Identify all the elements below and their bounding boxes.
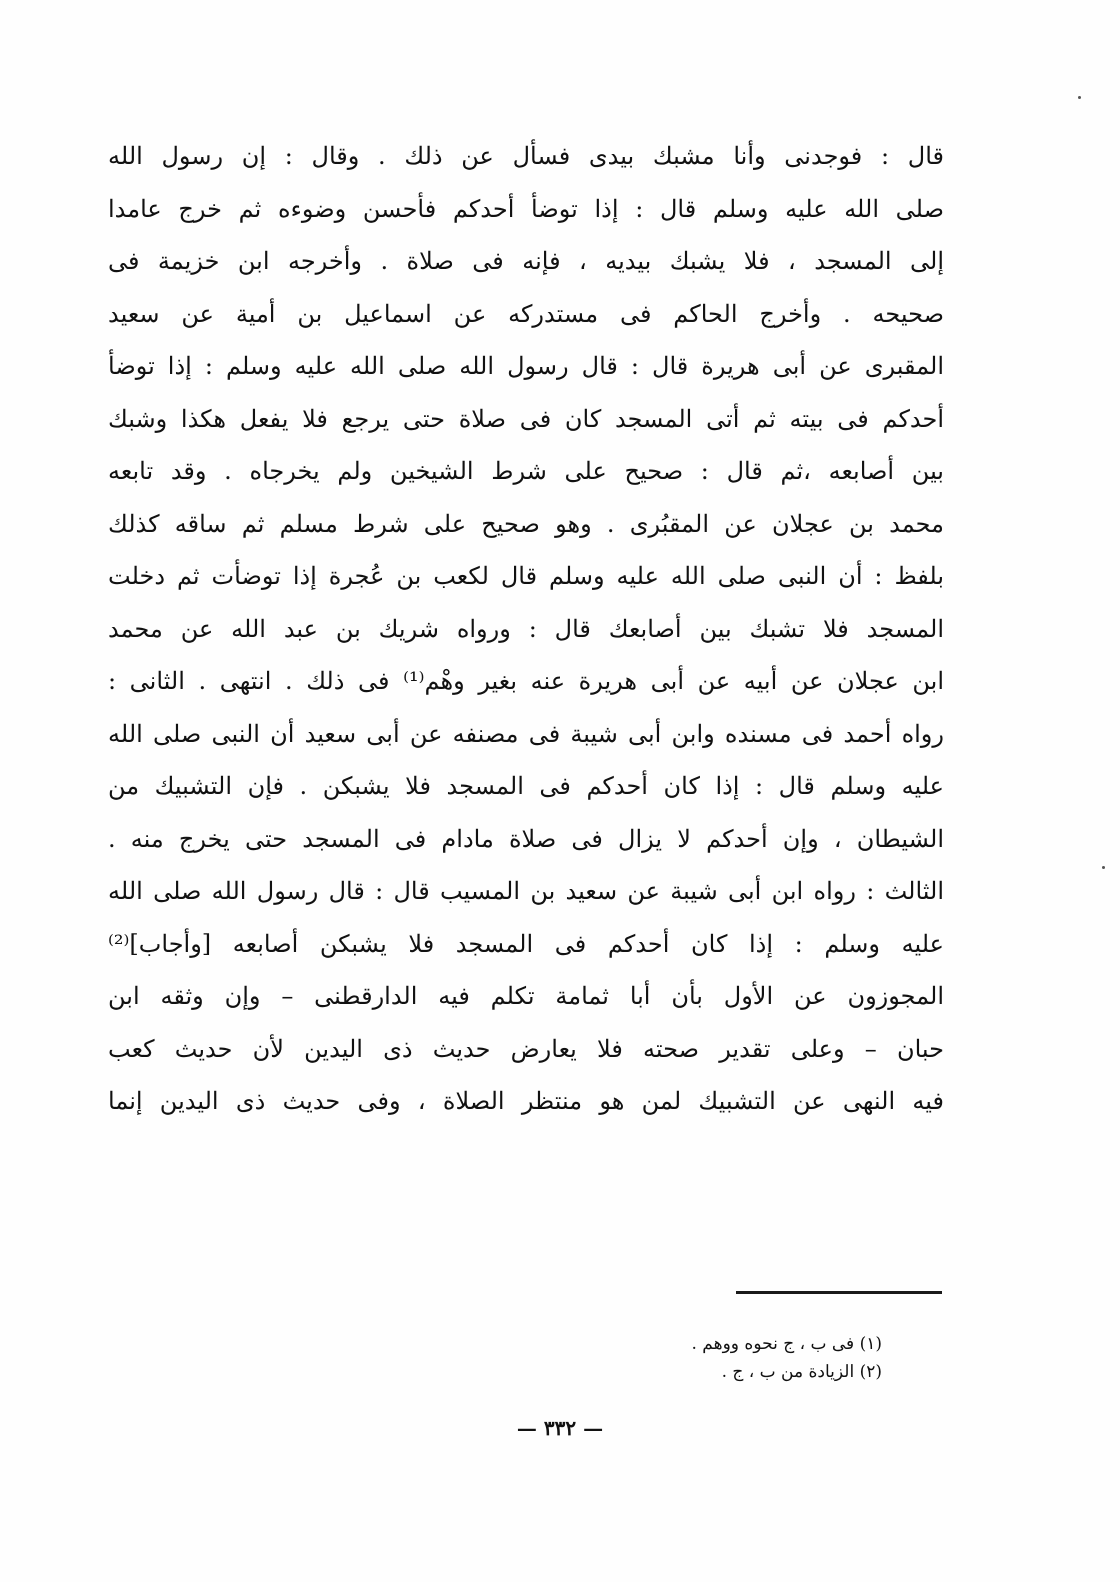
text-line: رواه أحمد فى مسنده وابن أبى شيبة فى مصنفه عن أبى سعيد أن النبى صلى الله <box>108 719 944 748</box>
text-line: قال : فوجدنى وأنا مشبك بيدى فسأل عن ذلك . وقال : إن رسول الله <box>108 142 944 170</box>
text-line: محمد بن عجلان عن المقبُرى . وهو صحيح على شرط مسلم ثم ساقه كذلك <box>108 509 944 538</box>
text-line: ابن عجلان عن أبيه عن أبى هريرة عنه بغير وهْم⁽¹⁾ فى ذلك . انتهى . الثانى : <box>108 667 944 695</box>
scan-speck <box>1102 866 1105 869</box>
text-line: المقبرى عن أبى هريرة قال : قال رسول الله صلى الله عليه وسلم : إذا توضأ <box>108 352 944 380</box>
footnote-2: (٢) الزيادة من ب ، ج . <box>721 1362 882 1382</box>
text-line: المسجد فلا تشبك بين أصابعك قال : ورواه شريك بن عبد الله عن محمد <box>108 614 944 643</box>
text-line: بين أصابعه ،ثم قال : صحيح على شرط الشيخين ولم يخرجاه . وقد تابعه <box>108 457 944 485</box>
text-line: بلفظ : أن النبى صلى الله عليه وسلم قال لكعب بن عُجرة إذا توضأت ثم دخلت <box>108 562 944 590</box>
text-line: المجوزون عن الأول بأن أبا ثمامة تكلم فيه الدارقطنى – وإن وثقه ابن <box>108 982 944 1010</box>
text-line: إلى المسجد ، فلا يشبك بيديه ، فإنه فى صلاة . وأخرجه ابن خزيمة فى <box>108 247 944 275</box>
main-text-block <box>108 130 944 1128</box>
text-line: صلى الله عليه وسلم قال : إذا توضأ أحدكم فأحسن وضوءه ثم خرج عامدا <box>108 194 944 223</box>
text-line: عليه وسلم قال : إذا كان أحدكم فى المسجد فلا يشبكن . فإن التشبيك من <box>108 772 944 800</box>
footnote-1: (١) فى ب ، ج نحوه ووهم . <box>691 1334 882 1354</box>
text-line: الثالث : رواه ابن أبى شيبة عن سعيد بن المسيب قال : قال رسول الله صلى الله <box>108 877 944 905</box>
text-line: فيه النهى عن التشبيك لمن هو منتظر الصلاة ، وفى حديث ذى اليدين إنما <box>108 1087 944 1115</box>
text-line: عليه وسلم : إذا كان أحدكم فى المسجد فلا يشبكن أصابعه [وأجاب]⁽²⁾ <box>108 929 944 958</box>
footnotes-block <box>692 1330 883 1386</box>
text-line: حبان – وعلى تقدير صحته فلا يعارض حديث ذى اليدين لأن حديث كعب <box>108 1034 944 1063</box>
page-number: — ٣٣٢ — <box>516 1416 604 1440</box>
text-line: صحيحه . وأخرج الحاكم فى مستدركه عن اسماعيل بن أمية عن سعيد <box>108 299 944 328</box>
text-line: أحدكم فى بيته ثم أتى المسجد كان فى صلاة حتى يرجع فلا يفعل هكذا وشبك <box>108 404 944 433</box>
text-line: الشيطان ، وإن أحدكم لا يزال فى صلاة مادام فى المسجد حتى يخرج منه . <box>108 824 944 853</box>
footnote-separator <box>736 1291 942 1294</box>
scan-speck <box>1078 96 1081 99</box>
